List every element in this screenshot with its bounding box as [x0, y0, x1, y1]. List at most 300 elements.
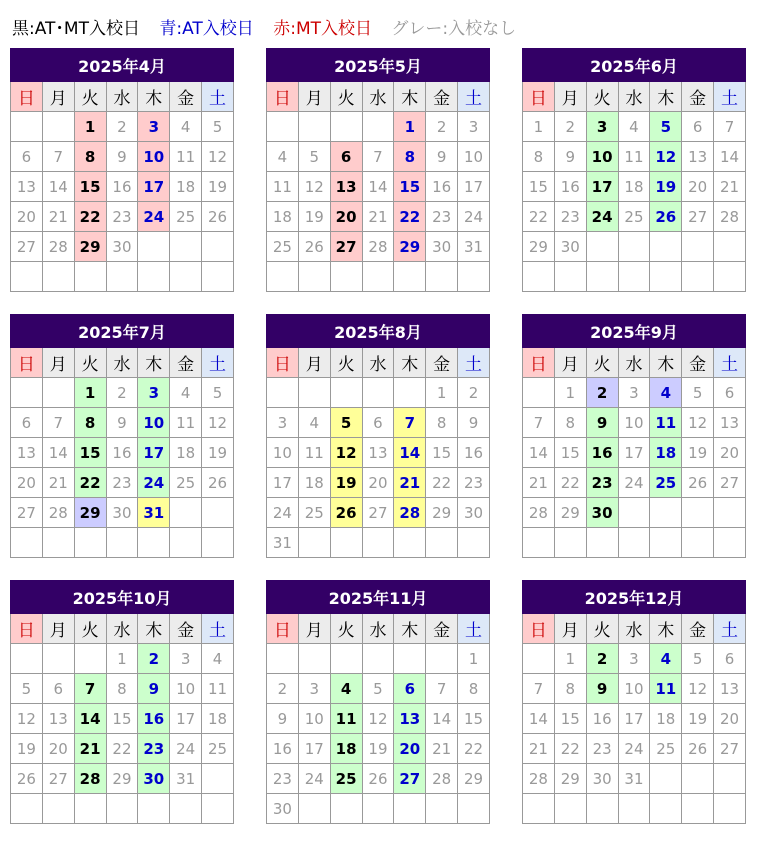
day-cell: 13 — [11, 172, 43, 202]
day-cell[interactable]: 22 — [74, 468, 106, 498]
day-cell[interactable]: 27 — [330, 232, 362, 262]
weekday-header: 月 — [298, 614, 330, 644]
day-cell[interactable]: 11 — [330, 704, 362, 734]
weekday-header: 土 — [458, 614, 490, 644]
weekday-header: 月 — [554, 82, 586, 112]
weekday-header: 土 — [202, 82, 234, 112]
day-cell: 31 — [618, 764, 650, 794]
day-cell: 18 — [170, 438, 202, 468]
day-cell: 7 — [42, 142, 74, 172]
weekday-header: 金 — [426, 348, 458, 378]
empty-cell — [170, 794, 202, 824]
day-cell[interactable]: 10 — [138, 142, 170, 172]
day-cell: 27 — [714, 734, 746, 764]
day-cell: 16 — [106, 172, 138, 202]
empty-cell — [267, 378, 299, 408]
day-cell: 11 — [202, 674, 234, 704]
day-cell: 10 — [618, 408, 650, 438]
day-cell: 14 — [714, 142, 746, 172]
day-cell: 25 — [618, 202, 650, 232]
empty-cell — [458, 262, 490, 292]
empty-cell — [74, 644, 106, 674]
empty-cell — [138, 262, 170, 292]
weekday-header: 日 — [523, 614, 555, 644]
weekday-header: 月 — [42, 82, 74, 112]
empty-cell — [714, 232, 746, 262]
empty-cell — [11, 644, 43, 674]
day-cell[interactable]: 22 — [74, 202, 106, 232]
day-cell[interactable]: 22 — [394, 202, 426, 232]
day-cell: 5 — [202, 112, 234, 142]
empty-cell — [523, 644, 555, 674]
day-cell: 12 — [682, 408, 714, 438]
empty-cell — [554, 794, 586, 824]
day-cell[interactable]: 7 — [74, 674, 106, 704]
day-cell[interactable]: 14 — [74, 704, 106, 734]
day-cell[interactable]: 16 — [586, 438, 618, 468]
day-cell[interactable]: 6 — [394, 674, 426, 704]
day-cell[interactable]: 1 — [74, 112, 106, 142]
day-cell[interactable]: 25 — [650, 468, 682, 498]
day-cell: 23 — [426, 202, 458, 232]
month-calendar — [522, 314, 746, 558]
weekday-header: 木 — [394, 614, 426, 644]
day-cell: 20 — [714, 704, 746, 734]
day-cell[interactable]: 19 — [330, 468, 362, 498]
weekday-header: 日 — [267, 348, 299, 378]
day-cell: 25 — [650, 734, 682, 764]
empty-cell — [523, 528, 555, 558]
day-cell: 11 — [170, 408, 202, 438]
weekday-header: 水 — [106, 348, 138, 378]
weekday-header: 日 — [523, 348, 555, 378]
day-cell[interactable]: 1 — [74, 378, 106, 408]
empty-cell — [523, 262, 555, 292]
day-cell: 8 — [426, 408, 458, 438]
weekday-header: 火 — [330, 614, 362, 644]
weekday-header: 木 — [394, 348, 426, 378]
empty-cell — [11, 112, 43, 142]
empty-cell — [170, 232, 202, 262]
day-cell[interactable]: 4 — [650, 644, 682, 674]
day-cell: 4 — [170, 112, 202, 142]
empty-cell — [650, 498, 682, 528]
day-cell[interactable]: 29 — [74, 232, 106, 262]
day-cell[interactable]: 11 — [650, 674, 682, 704]
weekday-header: 日 — [267, 614, 299, 644]
day-cell: 19 — [202, 438, 234, 468]
day-cell: 7 — [426, 674, 458, 704]
day-cell: 26 — [682, 468, 714, 498]
weekday-header: 火 — [74, 82, 106, 112]
empty-cell — [714, 528, 746, 558]
day-cell: 21 — [42, 468, 74, 498]
empty-cell — [650, 764, 682, 794]
day-cell: 29 — [554, 498, 586, 528]
empty-cell — [138, 232, 170, 262]
weekday-header: 月 — [554, 614, 586, 644]
day-cell[interactable]: 2 — [586, 378, 618, 408]
day-cell: 6 — [42, 674, 74, 704]
weekday-header: 月 — [42, 614, 74, 644]
day-cell: 4 — [202, 644, 234, 674]
day-cell[interactable]: 10 — [138, 408, 170, 438]
empty-cell — [298, 644, 330, 674]
legend-mt: 赤:MT入校日 — [273, 19, 372, 39]
empty-cell — [11, 528, 43, 558]
weekday-header: 土 — [202, 348, 234, 378]
weekday-header: 月 — [298, 348, 330, 378]
empty-cell — [394, 794, 426, 824]
day-cell: 3 — [170, 644, 202, 674]
day-cell: 26 — [202, 202, 234, 232]
weekday-header: 水 — [362, 614, 394, 644]
day-cell: 11 — [170, 142, 202, 172]
day-cell[interactable]: 30 — [138, 764, 170, 794]
day-cell: 7 — [523, 408, 555, 438]
day-cell[interactable]: 2 — [138, 644, 170, 674]
day-cell: 17 — [170, 704, 202, 734]
day-cell[interactable]: 27 — [394, 764, 426, 794]
day-cell: 1 — [523, 112, 555, 142]
day-cell: 15 — [554, 704, 586, 734]
day-cell: 14 — [523, 438, 555, 468]
day-cell: 22 — [426, 468, 458, 498]
day-cell: 2 — [458, 378, 490, 408]
day-cell: 13 — [714, 674, 746, 704]
empty-cell — [394, 378, 426, 408]
day-cell: 17 — [618, 704, 650, 734]
weekday-header: 木 — [650, 348, 682, 378]
weekday-header: 木 — [650, 614, 682, 644]
weekday-header: 金 — [170, 82, 202, 112]
day-cell[interactable]: 14 — [394, 438, 426, 468]
day-cell: 27 — [42, 764, 74, 794]
day-cell[interactable]: 8 — [74, 408, 106, 438]
day-cell[interactable]: 3 — [138, 378, 170, 408]
day-cell: 7 — [362, 142, 394, 172]
day-cell: 22 — [458, 734, 490, 764]
day-cell: 14 — [523, 704, 555, 734]
empty-cell — [714, 794, 746, 824]
empty-cell — [138, 794, 170, 824]
month-title: 2025年12月 — [523, 581, 746, 614]
day-cell: 1 — [426, 378, 458, 408]
day-cell: 3 — [458, 112, 490, 142]
empty-cell — [202, 764, 234, 794]
day-cell[interactable]: 3 — [586, 112, 618, 142]
empty-cell — [586, 528, 618, 558]
empty-cell — [298, 528, 330, 558]
day-cell: 28 — [362, 232, 394, 262]
day-cell: 14 — [42, 172, 74, 202]
day-cell: 27 — [11, 498, 43, 528]
day-cell: 21 — [42, 202, 74, 232]
day-cell: 25 — [267, 232, 299, 262]
day-cell[interactable]: 28 — [74, 764, 106, 794]
empty-cell — [458, 528, 490, 558]
day-cell[interactable]: 29 — [74, 498, 106, 528]
day-cell[interactable]: 15 — [394, 172, 426, 202]
day-cell[interactable]: 15 — [74, 438, 106, 468]
day-cell[interactable]: 28 — [394, 498, 426, 528]
day-cell[interactable]: 23 — [586, 468, 618, 498]
day-cell: 6 — [714, 644, 746, 674]
day-cell: 19 — [11, 734, 43, 764]
month-title: 2025年8月 — [267, 315, 490, 348]
empty-cell — [618, 528, 650, 558]
day-cell: 16 — [458, 438, 490, 468]
day-cell: 30 — [586, 764, 618, 794]
weekday-header: 水 — [362, 82, 394, 112]
day-cell: 24 — [618, 468, 650, 498]
empty-cell — [138, 528, 170, 558]
empty-cell — [618, 498, 650, 528]
day-cell[interactable]: 24 — [138, 202, 170, 232]
empty-cell — [330, 794, 362, 824]
day-cell: 3 — [267, 408, 299, 438]
day-cell: 4 — [298, 408, 330, 438]
empty-cell — [714, 764, 746, 794]
weekday-header: 水 — [618, 348, 650, 378]
day-cell[interactable]: 5 — [650, 112, 682, 142]
empty-cell — [682, 794, 714, 824]
empty-cell — [330, 644, 362, 674]
day-cell: 2 — [106, 112, 138, 142]
day-cell: 30 — [554, 232, 586, 262]
empty-cell — [42, 112, 74, 142]
day-cell: 11 — [618, 142, 650, 172]
day-cell[interactable]: 30 — [586, 498, 618, 528]
day-cell[interactable]: 25 — [330, 764, 362, 794]
empty-cell — [74, 528, 106, 558]
day-cell: 21 — [362, 202, 394, 232]
weekday-header: 土 — [714, 82, 746, 112]
day-cell: 20 — [42, 734, 74, 764]
empty-cell — [650, 232, 682, 262]
empty-cell — [42, 528, 74, 558]
day-cell: 13 — [11, 438, 43, 468]
day-cell: 30 — [426, 232, 458, 262]
weekday-header: 月 — [298, 82, 330, 112]
month-calendar — [10, 48, 234, 292]
day-cell[interactable]: 18 — [330, 734, 362, 764]
empty-cell — [202, 498, 234, 528]
empty-cell — [554, 262, 586, 292]
weekday-header: 水 — [106, 82, 138, 112]
day-cell[interactable]: 20 — [394, 734, 426, 764]
weekday-header: 日 — [267, 82, 299, 112]
empty-cell — [586, 232, 618, 262]
day-cell[interactable]: 26 — [330, 498, 362, 528]
day-cell: 7 — [523, 674, 555, 704]
day-cell: 24 — [618, 734, 650, 764]
weekday-header: 木 — [394, 82, 426, 112]
day-cell: 29 — [426, 498, 458, 528]
day-cell: 18 — [202, 704, 234, 734]
weekday-header: 金 — [170, 614, 202, 644]
day-cell: 12 — [11, 704, 43, 734]
day-cell[interactable]: 15 — [74, 172, 106, 202]
empty-cell — [682, 262, 714, 292]
weekday-header: 火 — [74, 348, 106, 378]
day-cell[interactable]: 19 — [650, 172, 682, 202]
day-cell[interactable]: 12 — [650, 142, 682, 172]
day-cell[interactable]: 21 — [394, 468, 426, 498]
day-cell[interactable]: 3 — [138, 112, 170, 142]
day-cell[interactable]: 16 — [138, 704, 170, 734]
empty-cell — [586, 262, 618, 292]
day-cell: 10 — [298, 704, 330, 734]
day-cell: 27 — [682, 202, 714, 232]
day-cell: 18 — [650, 704, 682, 734]
empty-cell — [426, 528, 458, 558]
day-cell[interactable]: 17 — [138, 438, 170, 468]
day-cell: 3 — [618, 644, 650, 674]
day-cell: 19 — [362, 734, 394, 764]
empty-cell — [11, 262, 43, 292]
empty-cell — [42, 794, 74, 824]
day-cell: 25 — [202, 734, 234, 764]
empty-cell — [362, 378, 394, 408]
weekday-header: 土 — [202, 614, 234, 644]
day-cell: 26 — [362, 764, 394, 794]
day-cell: 8 — [106, 674, 138, 704]
day-cell[interactable]: 2 — [586, 644, 618, 674]
day-cell: 11 — [267, 172, 299, 202]
weekday-header: 木 — [650, 82, 682, 112]
day-cell: 17 — [618, 438, 650, 468]
day-cell[interactable]: 11 — [650, 408, 682, 438]
day-cell: 15 — [106, 704, 138, 734]
day-cell: 18 — [298, 468, 330, 498]
day-cell: 22 — [554, 734, 586, 764]
day-cell: 15 — [523, 172, 555, 202]
weekday-header: 水 — [106, 614, 138, 644]
day-cell: 20 — [11, 202, 43, 232]
day-cell: 9 — [426, 142, 458, 172]
day-cell[interactable]: 8 — [394, 142, 426, 172]
empty-cell — [106, 262, 138, 292]
month-calendar — [266, 314, 490, 558]
day-cell: 16 — [267, 734, 299, 764]
day-cell[interactable]: 4 — [650, 378, 682, 408]
day-cell: 5 — [682, 378, 714, 408]
day-cell: 7 — [42, 408, 74, 438]
empty-cell — [714, 262, 746, 292]
day-cell: 2 — [267, 674, 299, 704]
empty-cell — [11, 794, 43, 824]
day-cell[interactable]: 26 — [650, 202, 682, 232]
empty-cell — [170, 498, 202, 528]
day-cell: 14 — [426, 704, 458, 734]
day-cell[interactable]: 12 — [330, 438, 362, 468]
weekday-header: 日 — [11, 348, 43, 378]
day-cell[interactable]: 17 — [586, 172, 618, 202]
empty-cell — [650, 528, 682, 558]
day-cell[interactable]: 9 — [586, 408, 618, 438]
day-cell[interactable]: 13 — [330, 172, 362, 202]
empty-cell — [106, 528, 138, 558]
day-cell: 19 — [202, 172, 234, 202]
day-cell: 21 — [426, 734, 458, 764]
day-cell: 24 — [170, 734, 202, 764]
day-cell[interactable]: 17 — [138, 172, 170, 202]
day-cell: 24 — [458, 202, 490, 232]
empty-cell — [298, 112, 330, 142]
day-cell[interactable]: 4 — [330, 674, 362, 704]
weekday-header: 水 — [362, 348, 394, 378]
weekday-header: 日 — [523, 82, 555, 112]
month-calendar — [522, 580, 746, 824]
day-cell[interactable]: 1 — [394, 112, 426, 142]
day-cell[interactable]: 7 — [394, 408, 426, 438]
empty-cell — [650, 262, 682, 292]
day-cell[interactable]: 20 — [330, 202, 362, 232]
month-calendar — [10, 314, 234, 558]
empty-cell — [298, 378, 330, 408]
day-cell[interactable]: 9 — [138, 674, 170, 704]
day-cell: 28 — [426, 764, 458, 794]
day-cell[interactable]: 23 — [138, 734, 170, 764]
day-cell: 29 — [106, 764, 138, 794]
day-cell: 5 — [202, 378, 234, 408]
day-cell: 21 — [714, 172, 746, 202]
day-cell: 17 — [298, 734, 330, 764]
day-cell: 13 — [682, 142, 714, 172]
day-cell: 18 — [170, 172, 202, 202]
day-cell: 1 — [106, 644, 138, 674]
empty-cell — [170, 528, 202, 558]
legend — [12, 14, 530, 39]
day-cell: 12 — [682, 674, 714, 704]
day-cell: 19 — [682, 704, 714, 734]
day-cell[interactable]: 18 — [650, 438, 682, 468]
day-cell[interactable]: 21 — [74, 734, 106, 764]
month-title: 2025年10月 — [11, 581, 234, 614]
day-cell[interactable]: 5 — [330, 408, 362, 438]
empty-cell — [523, 378, 555, 408]
day-cell[interactable]: 9 — [586, 674, 618, 704]
day-cell: 1 — [554, 378, 586, 408]
day-cell: 7 — [714, 112, 746, 142]
day-cell[interactable]: 10 — [586, 142, 618, 172]
empty-cell — [362, 644, 394, 674]
empty-cell — [394, 528, 426, 558]
day-cell[interactable]: 8 — [74, 142, 106, 172]
day-cell: 22 — [523, 202, 555, 232]
empty-cell — [682, 232, 714, 262]
empty-cell — [394, 644, 426, 674]
day-cell[interactable]: 29 — [394, 232, 426, 262]
day-cell[interactable]: 24 — [138, 468, 170, 498]
weekday-header: 火 — [330, 82, 362, 112]
day-cell: 8 — [554, 674, 586, 704]
empty-cell — [362, 794, 394, 824]
empty-cell — [74, 794, 106, 824]
day-cell: 28 — [523, 498, 555, 528]
day-cell[interactable]: 31 — [138, 498, 170, 528]
empty-cell — [394, 262, 426, 292]
empty-cell — [330, 262, 362, 292]
day-cell: 12 — [202, 142, 234, 172]
day-cell: 25 — [298, 498, 330, 528]
day-cell[interactable]: 24 — [586, 202, 618, 232]
day-cell: 15 — [458, 704, 490, 734]
day-cell[interactable]: 13 — [394, 704, 426, 734]
empty-cell — [586, 794, 618, 824]
day-cell[interactable]: 6 — [330, 142, 362, 172]
